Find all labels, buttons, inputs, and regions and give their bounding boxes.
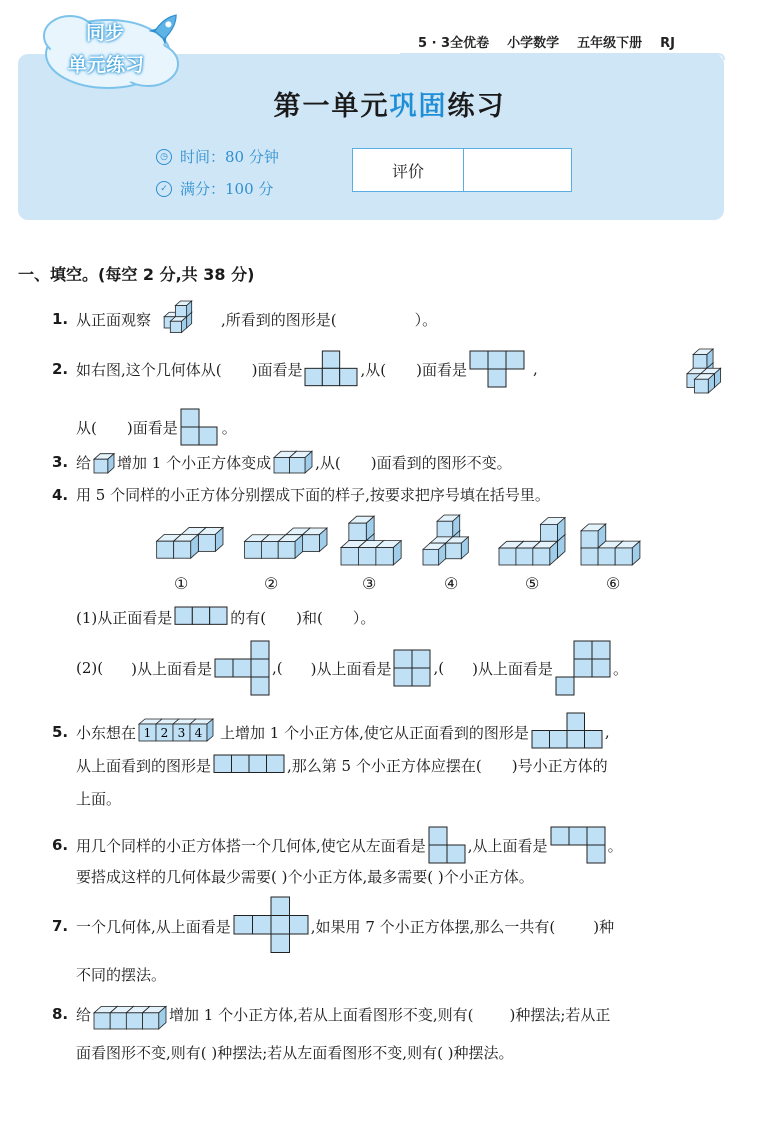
cube-front xyxy=(290,457,306,473)
check-icon: ✓ xyxy=(156,181,172,197)
grid-cell xyxy=(323,351,340,368)
cube-front xyxy=(278,541,295,558)
grade-box xyxy=(352,148,572,192)
question-4-part2: (2)( )从上面看是 ,( )从上面看是 ,( )从上面看是 。 xyxy=(76,640,628,696)
cube-front xyxy=(516,548,533,565)
series-edition: RJ xyxy=(660,36,675,51)
cube-front xyxy=(174,541,191,558)
question-6: 6. 用几个同样的小正方体搭一个几何体,使它从左面看是 ,从上面看是 。 xyxy=(52,826,623,864)
grid-cell xyxy=(271,916,290,935)
cube-front xyxy=(274,457,290,473)
figure-label: ⑥ xyxy=(606,574,621,593)
grid-cell xyxy=(412,650,430,668)
grid-cell xyxy=(587,827,605,845)
cube-front xyxy=(598,548,615,565)
cube-front xyxy=(615,548,632,565)
grid-cell xyxy=(251,659,269,677)
grid-cell xyxy=(199,427,217,445)
grid-cell xyxy=(412,668,430,686)
view-grid-figure xyxy=(555,640,611,696)
question-4-part1: (1)从正面看是 的有( )和( ）。 xyxy=(76,606,375,628)
full-score: ✓ 满分：100 分 xyxy=(156,178,273,199)
grid-cell xyxy=(271,934,290,953)
question-5: 5. 小东想在 1 2 3 4 上增加 1 个小正方体,使它从正面看到的图形是 , xyxy=(52,712,610,752)
cube-solid-figure xyxy=(153,300,219,338)
section-title: 一、填空。(每空 2 分,共 38 分) xyxy=(18,265,255,284)
grid-cell xyxy=(249,755,267,773)
view-grid-figure xyxy=(550,826,606,864)
cube-front xyxy=(693,355,707,369)
cube-front xyxy=(110,1013,126,1029)
cube-solid-figure xyxy=(580,514,658,566)
time-limit: ◷ 时间：80 分钟 xyxy=(156,146,279,167)
grade-value[interactable] xyxy=(464,149,571,191)
series-info xyxy=(418,32,728,51)
page-title: 第一单元巩固练习 xyxy=(273,91,506,122)
grid-cell xyxy=(394,668,412,686)
grid-cell xyxy=(394,650,412,668)
grid-cell xyxy=(271,897,290,916)
figure-label: ② xyxy=(264,574,279,593)
series-subject: 小学数学 xyxy=(507,36,560,51)
cube-front xyxy=(170,321,181,332)
clock-icon: ◷ xyxy=(156,149,172,165)
view-grid-figure xyxy=(174,606,228,628)
view-grid-figure xyxy=(428,826,466,864)
cube-solid-figure xyxy=(498,514,566,566)
grid-cell xyxy=(251,677,269,695)
cube-front xyxy=(261,541,278,558)
question-4: 4. 用 5 个同样的小正方体分别摆成下面的样子,按要求把序号填在括号里。 xyxy=(52,485,550,504)
cube-solid-figure xyxy=(93,450,115,474)
question-3: 3. 给 增加 1 个小正方体变成 ,从( )面看到的图形不变。 xyxy=(52,450,512,474)
grid-cell xyxy=(447,845,465,863)
question-5-line3: 上面。 xyxy=(76,790,122,808)
cube-front xyxy=(143,1013,159,1029)
cube-front xyxy=(358,548,375,565)
grid-cell xyxy=(592,659,610,677)
grid-cell xyxy=(305,368,322,385)
cube-front xyxy=(198,534,215,551)
cube-front xyxy=(349,523,366,540)
grid-cell xyxy=(181,427,199,445)
view-grid-figure xyxy=(393,649,431,687)
cube-front xyxy=(533,548,550,565)
grid-cell xyxy=(289,916,308,935)
cube-front xyxy=(540,524,557,541)
grid-cell xyxy=(488,369,506,387)
cube-solid-figure xyxy=(340,514,410,566)
cube-number: 3 xyxy=(177,726,186,740)
grade-label: 评价 xyxy=(353,149,464,191)
view-grid-figure xyxy=(213,754,285,776)
grid-cell xyxy=(549,731,567,749)
grid-cell xyxy=(429,827,447,845)
cube-front xyxy=(245,541,262,558)
view-grid-figure xyxy=(233,896,309,956)
cube-front xyxy=(303,535,320,552)
view-grid-figure xyxy=(531,712,603,752)
grid-cell xyxy=(488,351,506,369)
grid-cell xyxy=(567,731,585,749)
cube-solid-figure xyxy=(273,450,313,474)
question-2-line2: 从( )面看是 。 xyxy=(76,408,237,446)
cube-number: 4 xyxy=(194,726,203,740)
cube-solid-figure xyxy=(93,998,167,1030)
figure-label: ④ xyxy=(444,574,459,593)
question-5-line2: 从上面看到的图形是 ,那么第 5 个小正方体应摆在( )号小正方体的 xyxy=(76,754,608,776)
view-grid-figure xyxy=(469,350,531,388)
grid-cell xyxy=(584,731,602,749)
question-7: 7. 一个几何体,从上面看是 ,如果用 7 个小正方体摆,那么一共有( )种 xyxy=(52,896,614,956)
view-grid-figure xyxy=(304,350,358,388)
grid-cell xyxy=(215,659,233,677)
view-grid-figure xyxy=(180,408,220,446)
grid-cell xyxy=(193,607,210,624)
question-6-line2: 要搭成这样的几何体最少需要( )个小正方体,最多需要( )个小正方体。 xyxy=(76,868,534,886)
grid-cell xyxy=(232,755,250,773)
numbered-cube-row xyxy=(138,718,218,746)
grid-cell xyxy=(506,351,524,369)
grid-cell xyxy=(267,755,285,773)
grid-cell xyxy=(340,368,357,385)
grid-cell xyxy=(569,827,587,845)
cube-front xyxy=(94,1013,110,1029)
cube-front xyxy=(94,459,108,473)
grid-cell xyxy=(556,677,574,695)
question-8: 8. 给 增加 1 个小正方体,若从上面看图形不变,则有( )种摆法;若从正 xyxy=(52,998,610,1030)
cube-solid-figure xyxy=(236,514,328,566)
cube-front xyxy=(695,379,709,393)
grid-cell xyxy=(592,641,610,659)
cube-front xyxy=(581,548,598,565)
view-grid-figure xyxy=(214,640,270,696)
grid-cell xyxy=(214,755,232,773)
grid-cell xyxy=(233,659,251,677)
grid-cell xyxy=(181,409,199,427)
badge-line1: 同步 xyxy=(86,22,125,44)
question-7-line2: 不同的摆法。 xyxy=(76,966,167,984)
cube-front xyxy=(423,549,439,565)
grid-cell xyxy=(429,845,447,863)
cube-number: 1 xyxy=(143,726,152,740)
cube-front xyxy=(437,521,453,537)
cube-number: 2 xyxy=(160,726,169,740)
grid-cell xyxy=(574,659,592,677)
grid-cell xyxy=(532,731,550,749)
cube-front xyxy=(499,548,516,565)
series-name: 5 · 3全优卷 xyxy=(418,36,490,51)
grid-cell xyxy=(574,641,592,659)
figure-label: ③ xyxy=(362,574,377,593)
question-8-line2: 面看图形不变,则有( )种摆法;若从左面看图形不变,则有( )种摆法。 xyxy=(76,1044,514,1062)
figure-label: ① xyxy=(174,574,189,593)
figure-label: ⑤ xyxy=(525,574,540,593)
grid-cell xyxy=(587,845,605,863)
badge-line2: 单元练习 xyxy=(68,54,145,76)
unit-badge xyxy=(30,6,190,92)
series-grade: 五年级下册 xyxy=(577,36,643,51)
grid-cell xyxy=(323,368,340,385)
cube-front xyxy=(126,1013,142,1029)
grid-cell xyxy=(175,607,192,624)
grid-cell xyxy=(567,713,585,731)
grid-cell xyxy=(234,916,253,935)
cube-front xyxy=(581,531,598,548)
cube-solid-figure xyxy=(666,348,732,394)
cube-solid-figure xyxy=(148,514,224,566)
grid-cell xyxy=(252,916,271,935)
cube-solid-figure xyxy=(422,514,484,566)
cube-front xyxy=(157,541,174,558)
cube-front xyxy=(376,548,393,565)
question-2: 2. 如右图,这个几何体从( )面看是 ,从( )面看是 , xyxy=(52,350,538,388)
grid-cell xyxy=(251,641,269,659)
grid-cell xyxy=(551,827,569,845)
grid-cell xyxy=(210,607,227,624)
cube-front xyxy=(175,306,186,317)
cube-front xyxy=(341,548,358,565)
cube-front xyxy=(446,543,462,559)
question-1: 1. 从正面观察 ,所看到的图形是( ）。 xyxy=(52,300,437,338)
grid-cell xyxy=(470,351,488,369)
